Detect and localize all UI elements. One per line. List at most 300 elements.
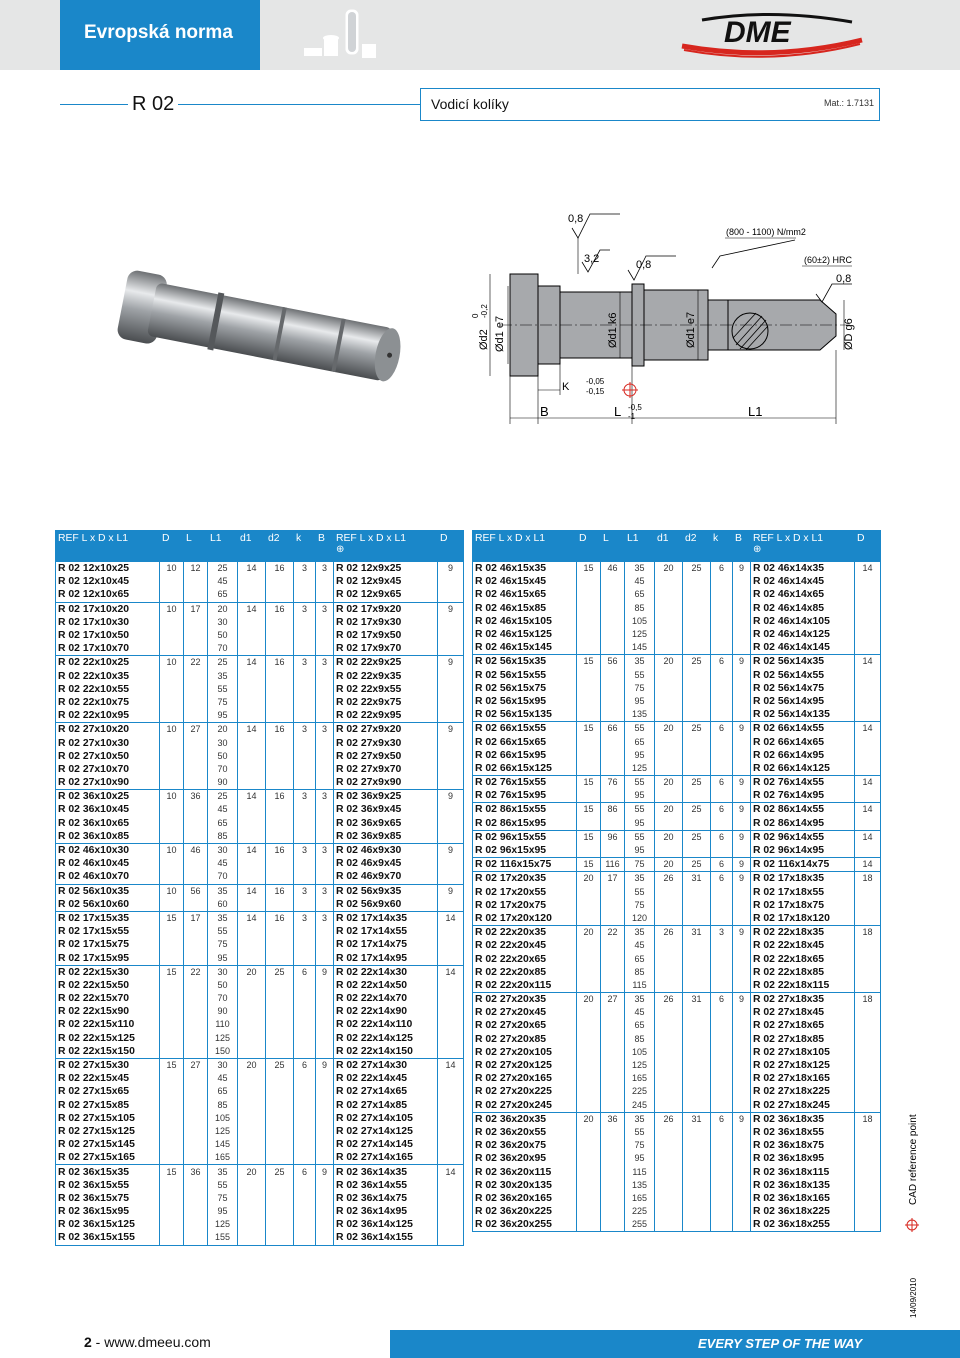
value-cell (438, 1179, 464, 1192)
value-cell (711, 1218, 733, 1232)
value-cell: 18 (855, 872, 881, 886)
value-cell (316, 616, 334, 629)
ref-cell: R 02 22x18x85 (751, 966, 855, 979)
ref-cell: R 02 22x15x30 (56, 965, 160, 979)
value-cell: 3 (294, 656, 316, 670)
value-cell (266, 1005, 294, 1018)
value-cell: 75 (625, 682, 655, 695)
value-cell (438, 1099, 464, 1112)
column-header (334, 531, 438, 562)
ref-cell: R 02 36x9x65 (334, 817, 438, 830)
ref-cell: R 02 22x10x35 (56, 670, 160, 683)
ref-cell: R 02 22x9x25 (334, 656, 438, 670)
value-cell (266, 951, 294, 965)
value-cell (316, 1231, 334, 1245)
value-cell: 9 (438, 562, 464, 576)
value-cell (655, 789, 683, 803)
value-cell (160, 1032, 184, 1045)
value-cell (577, 588, 601, 601)
ref-cell: R 02 36x14x125 (334, 1218, 438, 1231)
value-cell: 3 (294, 790, 316, 804)
value-cell: 25 (683, 722, 711, 736)
ref-cell: R 02 86x15x55 (473, 803, 577, 817)
ref-cell: R 02 27x20x225 (473, 1085, 577, 1098)
l-tol-top: -0,5 (628, 403, 642, 412)
value-cell (184, 1205, 208, 1218)
value-cell: 116 (601, 858, 625, 872)
value-cell: 70 (208, 992, 238, 1005)
value-cell (683, 588, 711, 601)
value-cell: 9 (733, 1112, 751, 1126)
value-cell (855, 1059, 881, 1072)
table-row (56, 938, 464, 951)
value-cell (683, 708, 711, 722)
value-cell (855, 708, 881, 722)
value-cell (577, 1126, 601, 1139)
value-cell: 60 (208, 898, 238, 912)
value-cell (577, 641, 601, 655)
value-cell: 18 (855, 926, 881, 940)
table-row (56, 562, 464, 576)
value-cell (294, 750, 316, 763)
value-cell (601, 588, 625, 601)
value-cell (577, 1218, 601, 1232)
roughness-right: 0,8 (636, 259, 652, 271)
value-cell (266, 1231, 294, 1245)
value-cell (266, 709, 294, 723)
value-cell: 9 (438, 602, 464, 616)
value-cell (711, 1126, 733, 1139)
table-row (56, 1231, 464, 1245)
value-cell (266, 830, 294, 844)
value-cell: 14 (238, 843, 266, 857)
value-cell (855, 1072, 881, 1085)
value-cell: 85 (208, 1099, 238, 1112)
value-cell (294, 938, 316, 951)
hardness-note: (60±2) HRC (804, 255, 852, 265)
ref-cell: R 02 22x14x110 (334, 1018, 438, 1031)
value-cell (601, 844, 625, 858)
slogan: EVERY STEP OF THE WAY (698, 1336, 863, 1351)
ref-cell: R 02 116x14x75 (751, 858, 855, 872)
column-header: L (184, 531, 208, 562)
value-cell (316, 898, 334, 912)
value-cell (733, 575, 751, 588)
value-cell: 165 (208, 1151, 238, 1165)
value-cell: 35 (208, 884, 238, 898)
table-row (473, 912, 881, 926)
table-row (56, 1005, 464, 1018)
value-cell (316, 817, 334, 830)
ref-cell: R 02 30x20x135 (473, 1179, 577, 1192)
value-cell (238, 629, 266, 642)
value-cell: 225 (625, 1205, 655, 1218)
value-cell: 25 (683, 776, 711, 790)
value-cell (316, 1005, 334, 1018)
value-cell (577, 1179, 601, 1192)
value-cell (601, 641, 625, 655)
value-cell: 9 (438, 790, 464, 804)
value-cell (238, 1072, 266, 1085)
value-cell: 85 (625, 1033, 655, 1046)
value-cell: 9 (316, 1165, 334, 1179)
value-cell: 9 (438, 843, 464, 857)
value-cell (683, 1059, 711, 1072)
value-cell: 145 (625, 641, 655, 655)
value-cell: 45 (208, 857, 238, 870)
ref-cell: R 02 46x10x70 (56, 870, 160, 884)
ref-cell: R 02 36x10x85 (56, 830, 160, 844)
ref-cell: R 02 56x14x35 (751, 655, 855, 669)
value-cell (655, 1152, 683, 1165)
value-cell (266, 1112, 294, 1125)
ref-cell: R 02 27x14x165 (334, 1151, 438, 1165)
table-row (56, 1045, 464, 1059)
ref-cell: R 02 56x14x135 (751, 708, 855, 722)
value-cell (601, 708, 625, 722)
value-cell: 35 (625, 926, 655, 940)
value-cell (160, 1072, 184, 1085)
table-row (56, 1112, 464, 1125)
value-cell (683, 979, 711, 993)
ref-cell: R 02 36x10x45 (56, 803, 160, 816)
value-cell: 95 (625, 844, 655, 858)
ref-cell: R 02 22x9x95 (334, 709, 438, 723)
value-cell (294, 925, 316, 938)
value-cell (733, 1205, 751, 1218)
value-cell: 120 (625, 912, 655, 926)
column-header: k (294, 531, 316, 562)
value-cell (733, 1165, 751, 1178)
value-cell (438, 898, 464, 912)
value-cell: 30 (208, 616, 238, 629)
ref-cell: R 02 27x20x245 (473, 1099, 577, 1113)
value-cell (184, 616, 208, 629)
value-cell (683, 1099, 711, 1113)
value-cell (266, 870, 294, 884)
value-cell: 255 (625, 1218, 655, 1232)
value-cell (711, 695, 733, 708)
table-row (473, 1139, 881, 1152)
value-cell (238, 951, 266, 965)
value-cell (184, 1072, 208, 1085)
value-cell (601, 602, 625, 615)
value-cell (184, 696, 208, 709)
value-cell: 45 (625, 1006, 655, 1019)
value-cell: 16 (266, 911, 294, 925)
value-cell (294, 616, 316, 629)
value-cell (438, 763, 464, 776)
value-cell (184, 763, 208, 776)
value-cell (577, 1033, 601, 1046)
table-row (473, 1205, 881, 1218)
value-cell (184, 736, 208, 749)
value-cell (601, 1192, 625, 1205)
value-cell: 14 (238, 723, 266, 737)
value-cell (683, 952, 711, 965)
value-cell (316, 1218, 334, 1231)
value-cell (711, 1072, 733, 1085)
value-cell: 9 (733, 722, 751, 736)
table-row (56, 1072, 464, 1085)
value-cell (266, 642, 294, 656)
website-url[interactable]: - www.dmeeu.com (91, 1334, 211, 1350)
ref-cell: R 02 27x10x50 (56, 750, 160, 763)
value-cell (160, 803, 184, 816)
value-cell (294, 1192, 316, 1205)
value-cell (294, 870, 316, 884)
value-cell (438, 1112, 464, 1125)
table-row (473, 1099, 881, 1113)
value-cell (294, 642, 316, 656)
table-row (56, 629, 464, 642)
value-cell (160, 588, 184, 602)
table-row (56, 616, 464, 629)
ref-cell: R 02 22x14x30 (334, 965, 438, 979)
value-cell: 16 (266, 884, 294, 898)
value-cell (238, 1125, 266, 1138)
value-cell: 27 (601, 993, 625, 1007)
value-cell (683, 912, 711, 926)
value-cell: 25 (266, 1165, 294, 1179)
value-cell: 75 (625, 899, 655, 912)
ref-cell: R 02 86x14x95 (751, 817, 855, 831)
value-cell (855, 1165, 881, 1178)
product-code: R 02 (128, 93, 178, 116)
value-cell: 75 (625, 858, 655, 872)
value-cell (294, 1179, 316, 1192)
value-cell (577, 762, 601, 776)
value-cell (160, 992, 184, 1005)
value-cell (316, 575, 334, 588)
value-cell (601, 1006, 625, 1019)
column-header: D (160, 531, 184, 562)
value-cell (577, 1006, 601, 1019)
value-cell (238, 642, 266, 656)
value-cell: 45 (208, 1072, 238, 1085)
ref-cell: R 02 27x15x105 (56, 1112, 160, 1125)
value-cell: 35 (625, 562, 655, 576)
value-cell (655, 1072, 683, 1085)
table-row (473, 1059, 881, 1072)
value-cell (184, 817, 208, 830)
value-cell: 50 (208, 629, 238, 642)
value-cell (294, 951, 316, 965)
value-cell (238, 857, 266, 870)
value-cell: 31 (683, 872, 711, 886)
value-cell: 6 (294, 965, 316, 979)
value-cell (855, 844, 881, 858)
ref-cell: R 02 17x14x35 (334, 911, 438, 925)
value-cell (160, 696, 184, 709)
table-row (473, 575, 881, 588)
value-cell (294, 575, 316, 588)
value-cell (711, 749, 733, 762)
value-cell (184, 776, 208, 790)
value-cell: 165 (625, 1072, 655, 1085)
value-cell: 55 (208, 925, 238, 938)
value-cell (577, 669, 601, 682)
value-cell (438, 979, 464, 992)
value-cell (733, 1085, 751, 1098)
value-cell (711, 1046, 733, 1059)
value-cell (184, 951, 208, 965)
ref-cell: R 02 27x18x165 (751, 1072, 855, 1085)
value-cell (316, 1085, 334, 1098)
ref-cell: R 02 22x14x70 (334, 992, 438, 1005)
value-cell (266, 1072, 294, 1085)
ref-cell: R 02 36x15x95 (56, 1205, 160, 1218)
value-cell (655, 641, 683, 655)
value-cell (601, 749, 625, 762)
value-cell (577, 912, 601, 926)
value-cell: 95 (208, 1205, 238, 1218)
value-cell (711, 641, 733, 655)
value-cell: 55 (625, 1126, 655, 1139)
value-cell (733, 939, 751, 952)
ref-cell: R 02 22x14x50 (334, 979, 438, 992)
value-cell: 3 (294, 562, 316, 576)
value-cell (238, 1218, 266, 1231)
table-row (473, 966, 881, 979)
ref-cell: R 02 46x15x65 (473, 588, 577, 601)
value-cell: 14 (855, 830, 881, 844)
table-row (56, 683, 464, 696)
cad-reference-icon: ⊕ (753, 544, 762, 555)
value-cell (655, 669, 683, 682)
value-cell (733, 912, 751, 926)
table-row (56, 870, 464, 884)
value-cell (601, 735, 625, 748)
value-cell (238, 1045, 266, 1059)
value-cell: 16 (266, 656, 294, 670)
value-cell: 75 (625, 1139, 655, 1152)
value-cell (294, 736, 316, 749)
value-cell: 20 (208, 723, 238, 737)
value-cell (184, 830, 208, 844)
value-cell (683, 682, 711, 695)
ref-cell: R 02 17x15x95 (56, 951, 160, 965)
value-cell (316, 683, 334, 696)
value-cell (160, 898, 184, 912)
value-cell (266, 776, 294, 790)
product-title-row (60, 88, 880, 121)
value-cell (266, 575, 294, 588)
dg6-label: ØD g6 (843, 318, 855, 350)
value-cell (655, 735, 683, 748)
k-label: K (562, 381, 570, 393)
value-cell (238, 670, 266, 683)
value-cell: 14 (438, 1058, 464, 1072)
value-cell: 6 (711, 830, 733, 844)
ref-cell: R 02 17x20x120 (473, 912, 577, 926)
value-cell (316, 1205, 334, 1218)
column-header-label: REF L x D x L1 (336, 533, 407, 544)
ref-cell: R 02 66x15x55 (473, 722, 577, 736)
value-cell: 35 (625, 1112, 655, 1126)
value-cell (577, 1192, 601, 1205)
table-row (473, 979, 881, 993)
value-cell (438, 588, 464, 602)
value-cell: 155 (208, 1231, 238, 1245)
value-cell (160, 575, 184, 588)
value-cell (855, 588, 881, 601)
value-cell: 90 (208, 1005, 238, 1018)
value-cell: 75 (208, 938, 238, 951)
value-cell (601, 1126, 625, 1139)
value-cell (655, 1006, 683, 1019)
value-cell (577, 939, 601, 952)
ref-cell: R 02 22x15x125 (56, 1032, 160, 1045)
value-cell: 14 (238, 790, 266, 804)
value-cell (160, 1018, 184, 1031)
ref-cell: R 02 36x18x255 (751, 1218, 855, 1232)
ref-cell: R 02 17x10x50 (56, 629, 160, 642)
column-header: L (601, 531, 625, 562)
ref-cell: R 02 36x14x55 (334, 1179, 438, 1192)
value-cell: 65 (208, 1085, 238, 1098)
ref-cell: R 02 27x14x65 (334, 1085, 438, 1098)
value-cell (577, 695, 601, 708)
value-cell (238, 938, 266, 951)
value-cell: 20 (655, 830, 683, 844)
value-cell (316, 763, 334, 776)
ref-cell: R 02 27x9x50 (334, 750, 438, 763)
value-cell (733, 602, 751, 615)
value-cell: 14 (238, 911, 266, 925)
ref-cell: R 02 17x10x70 (56, 642, 160, 656)
value-cell (683, 789, 711, 803)
value-cell (266, 1218, 294, 1231)
ref-cell: R 02 36x18x225 (751, 1205, 855, 1218)
product-name-box (420, 88, 880, 121)
value-cell (238, 1032, 266, 1045)
value-cell (711, 588, 733, 601)
value-cell: 9 (733, 926, 751, 940)
value-cell (266, 750, 294, 763)
value-cell (316, 1045, 334, 1059)
column-header: D (438, 531, 464, 562)
table-row (473, 830, 881, 844)
table-row (56, 803, 464, 816)
ref-cell: R 02 27x15x165 (56, 1151, 160, 1165)
value-cell: 6 (711, 872, 733, 886)
value-cell: 9 (733, 858, 751, 872)
value-cell (160, 870, 184, 884)
table-row (56, 670, 464, 683)
value-cell: 22 (184, 965, 208, 979)
value-cell (160, 1045, 184, 1059)
value-cell: 36 (184, 1165, 208, 1179)
ref-cell: R 02 12x9x65 (334, 588, 438, 602)
value-cell: 3 (711, 926, 733, 940)
value-cell (316, 776, 334, 790)
value-cell (855, 966, 881, 979)
ref-cell: R 02 66x15x95 (473, 749, 577, 762)
ref-cell: R 02 36x10x65 (56, 817, 160, 830)
value-cell (316, 992, 334, 1005)
value-cell (733, 1072, 751, 1085)
value-cell (438, 938, 464, 951)
value-cell (601, 669, 625, 682)
value-cell: 14 (238, 656, 266, 670)
ref-cell: R 02 27x9x20 (334, 723, 438, 737)
value-cell (160, 763, 184, 776)
value-cell: 95 (625, 789, 655, 803)
value-cell: 25 (683, 830, 711, 844)
value-cell (294, 588, 316, 602)
value-cell: 20 (655, 562, 683, 576)
